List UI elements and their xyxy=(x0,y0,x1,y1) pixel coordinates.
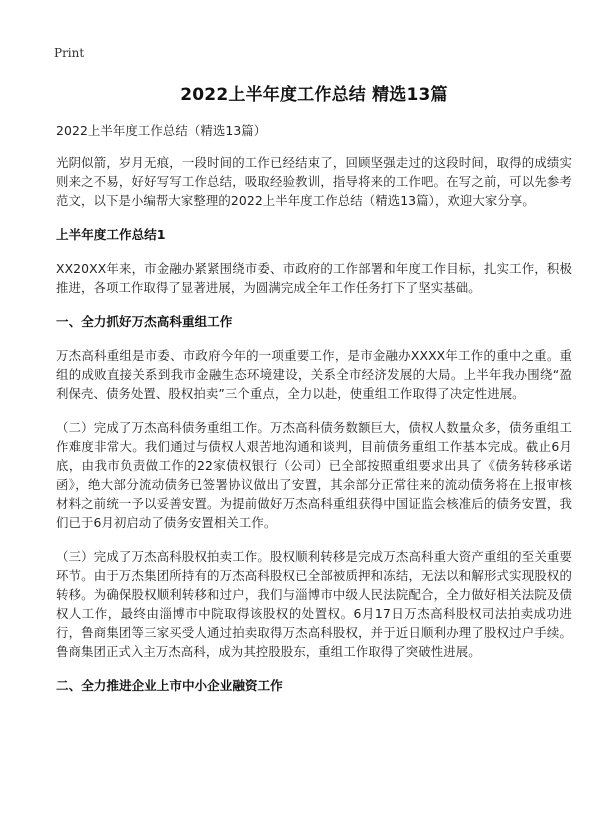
section-2-heading: 二、全力推进企业上市中小企业融资工作 xyxy=(56,678,283,693)
section-1-heading: 一、全力抓好万杰高科重组工作 xyxy=(56,314,233,329)
intro-paragraph: 光阴似箭，岁月无痕，一段时间的工作已经结束了，回顾坚强走过的这段时间，取得的成绩实则来之不易，好好写写工作总结，吸取经验教训，指导将来的工作吧。在写之前，可以先参考范文，以下是小编帮大家整理的2022上半年度工作总结（精选13篇），欢迎大家分享。 xyxy=(56,155,572,208)
paragraph-4: （三）完成了万杰高科股权拍卖工作。股权顺利转移是完成万杰高科重大资产重组的至关重要环节。由于万杰集团所持有的万杰高科股权已全部被质押和冻结，无法以和解形式实现股权的转移。为确保股权顺利转移和过户，我们与淄博市中级人民法院配合，全力做好相关法院及债权人工作，最终由淄博市中院取得该股权的处置权。6月17日万杰高科股权司法拍卖成功进行，鲁商集团等三家买受人通过拍卖取得万杰高科股权，并于近日顺利办理了股权过户手续。鲁商集团正式入主万杰高科，成为其控股股东，重组工作取得了突破性进展。 xyxy=(56,549,572,659)
subtitle: 2022上半年度工作总结（精选13篇） xyxy=(56,123,267,138)
paragraph-3: （二）完成了万杰高科债务重组工作。万杰高科债务数额巨大，债权人数量众多，债务重组工作难度非常大。我们通过与债权人艰苦地沟通和谈判，目前债务重组工作基本完成。截止6月底，由我市负责做工作的22家债权银行（公司）已全部按照重组要求出具了《债务转移承诺函》，绝大部分流动债务已签署协议做出了安置，其余部分正常往来的流动债务将在上报审核材料之前统一予以妥善安置。为提前做好万杰高科重组获得中国证监会核准后的债务安置，我们已于6月初启动了债务安置相关工作。 xyxy=(56,420,572,530)
print-link[interactable]: Print xyxy=(54,46,85,60)
page-title: 2022上半年度工作总结 精选13篇 xyxy=(180,85,448,105)
paragraph-1: XX20XX年来，市金融办紧紧围绕市委、市政府的工作部署和年度工作目标，扎实工作，积极推进，各项工作取得了显著进展，为圆满完成全年工作任务打下了坚实基础。 xyxy=(56,261,572,295)
article-content xyxy=(56,121,572,710)
paragraph-2: 万杰高科重组是市委、市政府今年的一项重要工作，是市金融办XXXX年工作的重中之重。重组的成败直接关系到我市金融生态环境建设，关系全市经济发展的大局。上半年我办围绕“盈利保壳、债务处置、股权拍卖”三个重点，全力以赴，使重组工作取得了决定性进展。 xyxy=(56,348,572,401)
article-heading: 上半年度工作总结1 xyxy=(56,227,166,242)
